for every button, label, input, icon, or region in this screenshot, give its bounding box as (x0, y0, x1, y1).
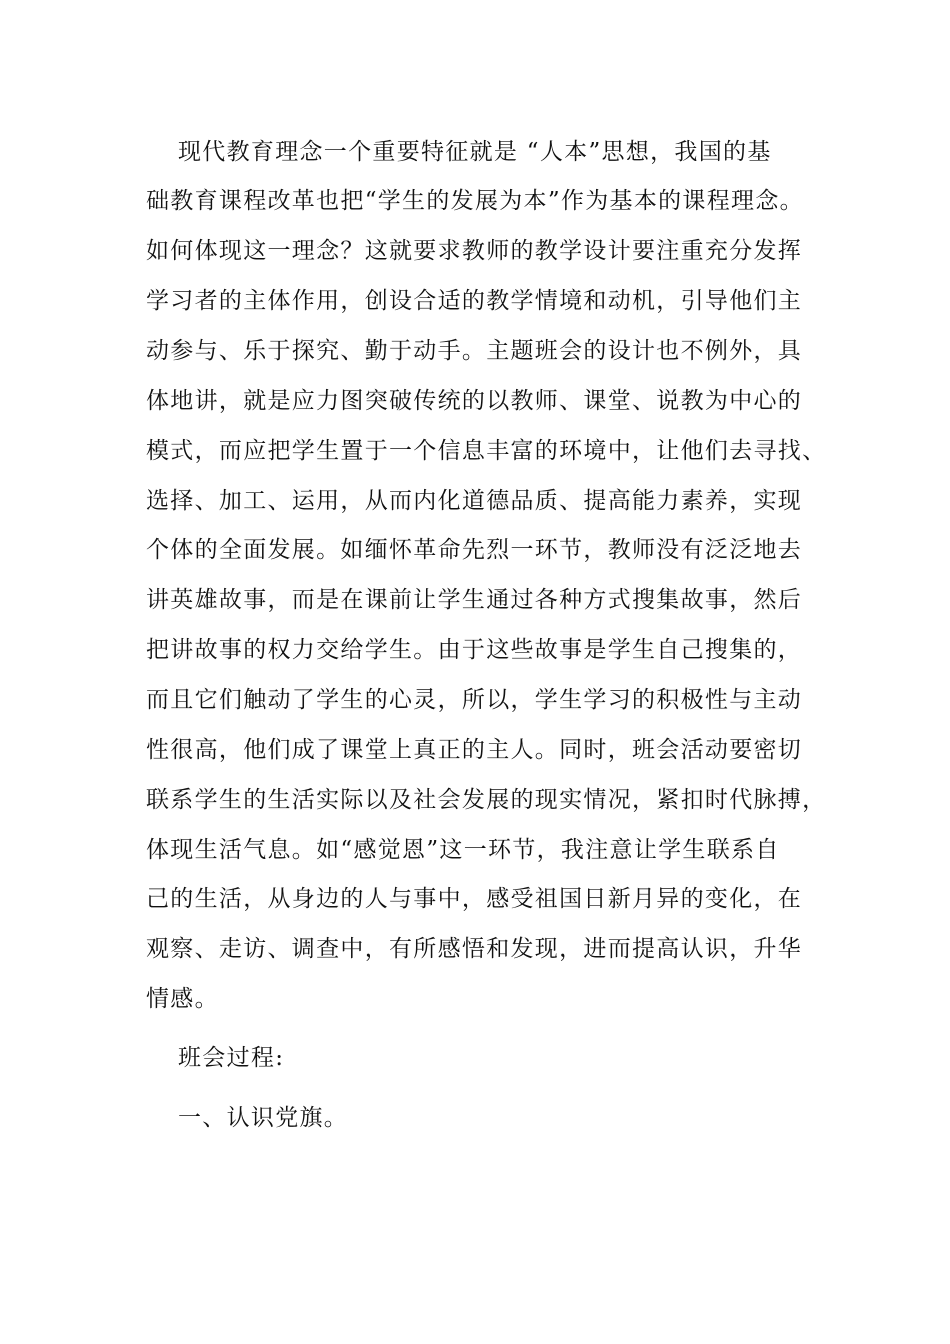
paragraph-line: 模式，而应把学生置于一个信息丰富的环境中，让他们去寻找、 (146, 438, 827, 464)
paragraph-line: 己的生活，从身边的人与事中，感受祖国日新月异的变化，在 (146, 886, 803, 912)
subsection-heading: 一、认识党旗。 (178, 1105, 349, 1131)
section-heading: 班会过程: (178, 1045, 285, 1071)
paragraph-line: 个体的全面发展。如缅怀革命先烈一环节，教师没有泛泛地去 (146, 537, 803, 563)
paragraph-line: 情感。 (146, 986, 219, 1012)
paragraph-line: 而且它们触动了学生的心灵，所以，学生学习的积极性与主动 (146, 687, 803, 713)
paragraph-line: 动参与、乐于探究、勤于动手。主题班会的设计也不例外，具 (146, 338, 803, 364)
paragraph-line: 性很高，他们成了课堂上真正的主人。同时，班会活动要密切 (146, 737, 803, 763)
paragraph-line: 体现生活气息。如“感觉恩”这一环节，我注意让学生联系自 (146, 837, 780, 863)
paragraph-line: 把讲故事的权力交给学生。由于这些故事是学生自己搜集的， (146, 637, 803, 663)
paragraph-line: 如何体现这一理念？这就要求教师的教学设计要注重充分发挥 (146, 238, 803, 264)
paragraph-line: 现代教育理念一个重要特征就是 “人本”思想，我国的基 (178, 139, 772, 165)
paragraph-line: 观察、走访、调查中，有所感悟和发现，进而提高认识，升华 (146, 936, 803, 962)
paragraph-line: 选择、加工、运用，从而内化道德品质、提高能力素养，实现 (146, 488, 803, 514)
paragraph-line: 体地讲，就是应力图突破传统的以教师、课堂、说教为中心的 (146, 388, 803, 414)
paragraph-line: 讲英雄故事，而是在课前让学生通过各种方式搜集故事，然后 (146, 587, 803, 613)
paragraph-line: 联系学生的生活实际以及社会发展的现实情况，紧扣时代脉搏， (146, 787, 827, 813)
paragraph-line: 学习者的主体作用，创设合适的教学情境和动机，引导他们主 (146, 288, 803, 314)
paragraph-line: 础教育课程改革也把“学生的发展为本”作为基本的课程理念。 (146, 188, 804, 214)
